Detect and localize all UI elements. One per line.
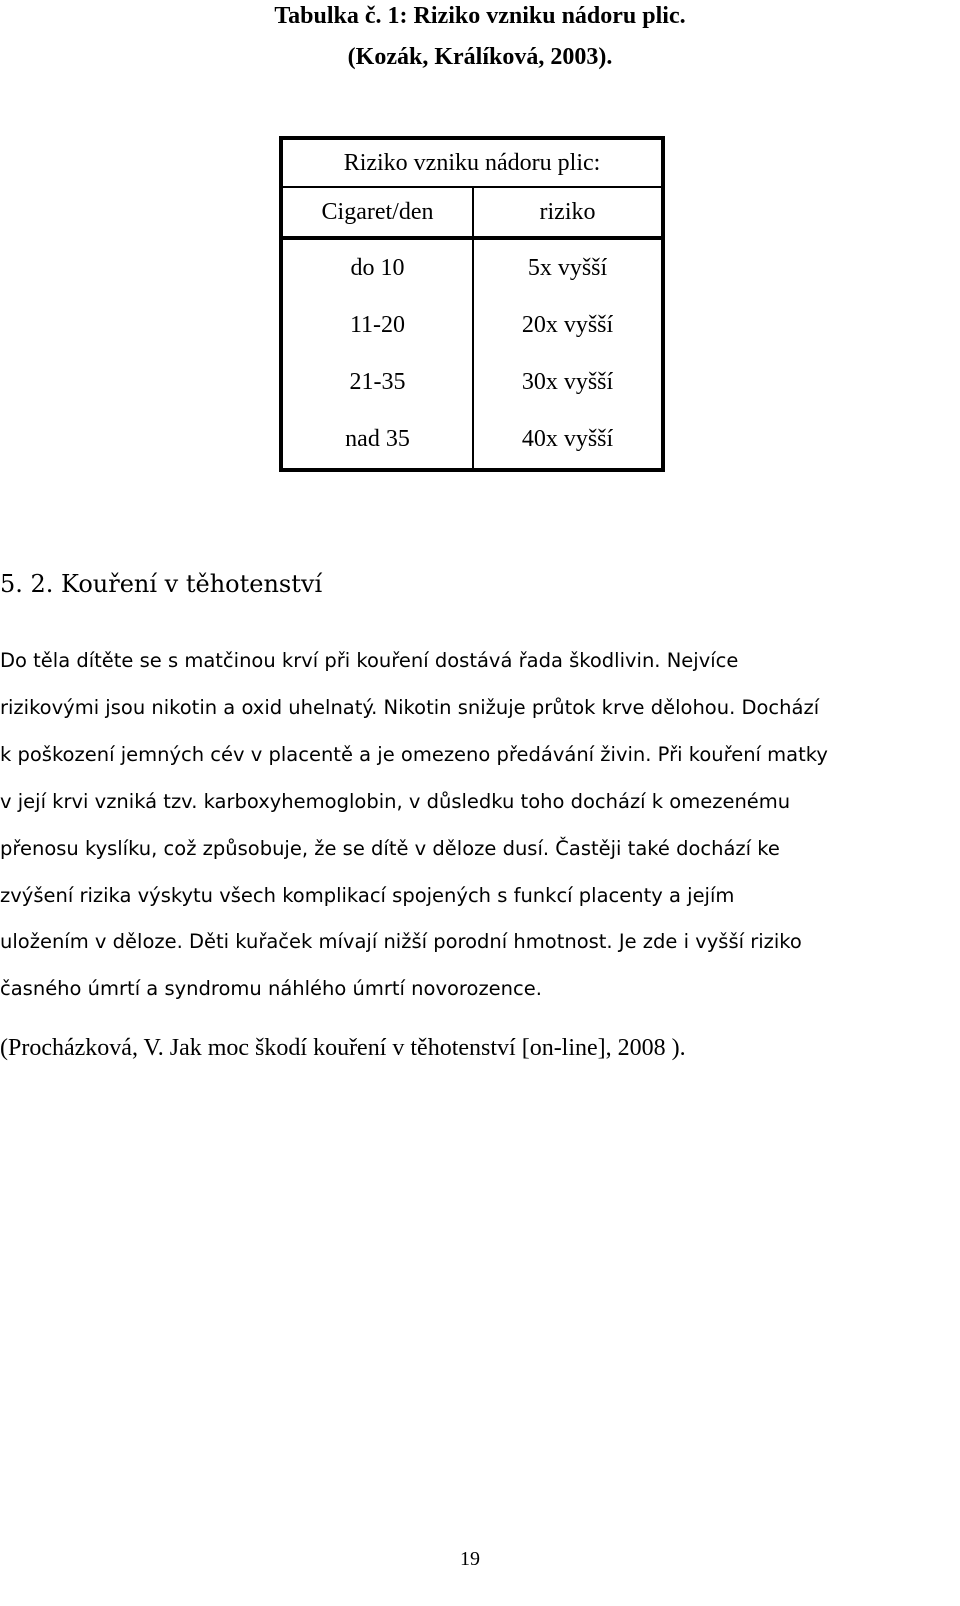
table-row <box>283 411 661 468</box>
cell-risk: 20x vyšší <box>472 297 661 354</box>
table-header-row <box>283 188 661 240</box>
header-risk: riziko <box>472 188 661 236</box>
cell-risk: 40x vyšší <box>472 411 661 468</box>
cell-cigarettes: 11-20 <box>349 312 406 338</box>
citation: (Procházková, V. Jak moc škodí kouření v těhotenství [on-line], 2008 ). <box>0 1035 686 1061</box>
cell-risk: 30x vyšší <box>472 354 661 411</box>
cell-cigarettes: do 10 <box>350 255 405 281</box>
section-heading: 5. 2. Kouření v těhotenství <box>0 570 323 598</box>
body-paragraph <box>0 638 958 1013</box>
body-line: v její krvi vzniká tzv. karboxyhemoglobin, v důsledku toho dochází k omezenému <box>0 789 791 813</box>
body-line: rizikovými jsou nikotin a oxid uhelnatý. Nikotin snižuje průtok krve dělohou. Dochází <box>0 695 820 719</box>
body-line: k poškození jemných cév v placentě a je omezeno předávání živin. Při kouření matky <box>0 742 828 766</box>
cell-cigarettes: nad 35 <box>345 426 410 452</box>
risk-table <box>279 136 665 472</box>
table-row <box>283 297 661 354</box>
body-line: časného úmrtí a syndromu náhlého úmrtí novorozence. <box>0 977 542 1001</box>
body-line: Do těla dítěte se s matčinou krví při kouření dostává řada škodlivin. Nejvíce <box>0 649 739 672</box>
body-line: uložením v děloze. Děti kuřaček mívají nižší porodní hmotnost. Je zde i vyšší riziko <box>0 930 802 954</box>
body-line: přenosu kyslíku, což způsobuje, že se dítě v děloze dusí. Častěji také dochází ke <box>0 836 780 860</box>
table-title: Riziko vzniku nádoru plic: <box>283 140 661 188</box>
table-row <box>283 240 661 297</box>
page-number: 19 <box>460 1548 480 1570</box>
table-row <box>283 354 661 411</box>
body-line: zvýšení rizika výskytu všech komplikací spojených s funkcí placenty a jejím <box>0 883 735 907</box>
cell-cigarettes: 21-35 <box>349 369 406 395</box>
table-caption-title: Tabulka č. 1: Riziko vzniku nádoru plic. <box>274 3 686 29</box>
table-caption-source: (Kozák, Králíková, 2003). <box>347 44 613 70</box>
cell-risk: 5x vyšší <box>472 240 661 297</box>
header-cigarettes-per-day: Cigaret/den <box>321 198 434 225</box>
table-body <box>283 240 661 468</box>
